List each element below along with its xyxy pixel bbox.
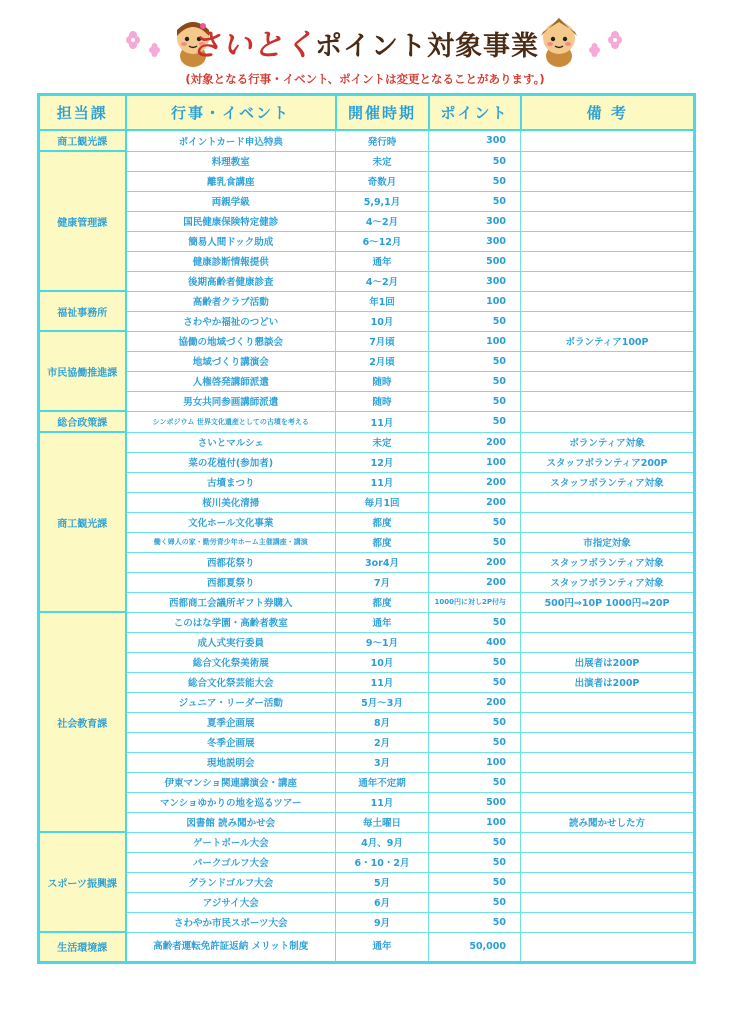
note-cell [521, 271, 695, 291]
period-cell: 11月 [336, 792, 429, 812]
points-cell: 300 [429, 130, 521, 151]
period-cell: 3or4月 [336, 552, 429, 572]
points-cell: 300 [429, 271, 521, 291]
points-cell: 400 [429, 632, 521, 652]
points-cell: 50 [429, 772, 521, 792]
table-row [39, 572, 695, 592]
column-header-period: 開催時期 [336, 95, 429, 131]
note-cell [521, 692, 695, 712]
note-cell [521, 852, 695, 872]
event-cell: アジサイ大会 [126, 892, 336, 912]
points-cell: 50 [429, 832, 521, 852]
period-cell: 12月 [336, 452, 429, 472]
department-cell: 総合政策課 [39, 411, 126, 432]
event-cell: 現地説明会 [126, 752, 336, 772]
department-cell: 健康管理課 [39, 151, 126, 291]
column-header-event: 行事・イベント [126, 95, 336, 131]
note-cell: 市指定対象 [521, 532, 695, 552]
table-row [39, 612, 695, 632]
period-cell: 11月 [336, 672, 429, 692]
note-cell [521, 792, 695, 812]
event-cell: 古墳まつり [126, 472, 336, 492]
period-cell: 4月、9月 [336, 832, 429, 852]
event-cell: 高齢者運転免許証返納 メリット制度 [126, 932, 336, 962]
table-row [39, 351, 695, 371]
points-table-container [37, 93, 693, 964]
table-row [39, 391, 695, 411]
table-row [39, 832, 695, 852]
table-row [39, 732, 695, 752]
event-cell: グランドゴルフ大会 [126, 872, 336, 892]
note-cell [521, 211, 695, 231]
table-row [39, 231, 695, 251]
event-cell: 高齢者クラブ活動 [126, 291, 336, 311]
page-header [0, 0, 730, 92]
points-cell: 50 [429, 311, 521, 331]
event-cell: さわやか福祉のつどい [126, 311, 336, 331]
points-cell: 200 [429, 472, 521, 492]
note-cell: 出展者は200P [521, 652, 695, 672]
department-cell: 社会教育課 [39, 612, 126, 832]
event-cell: 伊東マンショ関連講演会・講座 [126, 772, 336, 792]
note-cell [521, 632, 695, 652]
note-cell [521, 872, 695, 892]
points-cell: 200 [429, 492, 521, 512]
points-cell: 50 [429, 892, 521, 912]
event-cell: シンポジウム 世界文化遺産としての古墳を考える [126, 411, 336, 432]
note-cell: スタッフボランティア対象 [521, 552, 695, 572]
period-cell: 5月 [336, 872, 429, 892]
note-cell [521, 351, 695, 371]
period-cell: 7月 [336, 572, 429, 592]
period-cell: 随時 [336, 371, 429, 391]
page-subtitle: (対象となる行事・イベント、ポイントは変更となることがあります。) [185, 72, 545, 86]
note-cell: スタッフボランティア対象 [521, 572, 695, 592]
table-row [39, 812, 695, 832]
table-row [39, 532, 695, 552]
note-cell [521, 130, 695, 151]
table-row [39, 191, 695, 211]
note-cell [521, 932, 695, 962]
note-cell [521, 231, 695, 251]
table-row [39, 892, 695, 912]
event-cell: 総合文化祭美術展 [126, 652, 336, 672]
table-row [39, 291, 695, 311]
event-cell: 働く婦人の家・勤労青少年ホーム主催講座・講演 [126, 532, 336, 552]
points-cell: 100 [429, 812, 521, 832]
period-cell: 11月 [336, 411, 429, 432]
table-row [39, 792, 695, 812]
table-row [39, 130, 695, 151]
table-row [39, 712, 695, 732]
note-cell [521, 772, 695, 792]
period-cell: 9～1月 [336, 632, 429, 652]
event-cell: 成人式実行委員 [126, 632, 336, 652]
note-cell [521, 732, 695, 752]
period-cell: 4～2月 [336, 271, 429, 291]
period-cell: 6～12月 [336, 231, 429, 251]
period-cell: 都度 [336, 592, 429, 612]
note-cell [521, 251, 695, 271]
table-row [39, 251, 695, 271]
event-cell: 桜川美化清掃 [126, 492, 336, 512]
note-cell [521, 492, 695, 512]
table-row [39, 592, 695, 612]
note-cell [521, 171, 695, 191]
note-cell [521, 912, 695, 932]
points-cell: 50 [429, 411, 521, 432]
points-cell: 200 [429, 692, 521, 712]
table-row [39, 211, 695, 231]
note-cell [521, 892, 695, 912]
points-cell: 200 [429, 432, 521, 452]
points-cell: 50 [429, 712, 521, 732]
points-cell: 500 [429, 792, 521, 812]
department-cell: 商工観光課 [39, 130, 126, 151]
table-row [39, 432, 695, 452]
points-cell: 200 [429, 572, 521, 592]
note-cell: 読み聞かせした方 [521, 812, 695, 832]
event-cell: ジュニア・リーダー活動 [126, 692, 336, 712]
period-cell: 随時 [336, 391, 429, 411]
period-cell: 4～2月 [336, 211, 429, 231]
event-cell: 総合文化祭芸能大会 [126, 672, 336, 692]
note-cell [521, 612, 695, 632]
points-cell: 50 [429, 612, 521, 632]
note-cell [521, 832, 695, 852]
table-row [39, 452, 695, 472]
column-header-department: 担当課 [39, 95, 126, 131]
period-cell: 8月 [336, 712, 429, 732]
table-row [39, 492, 695, 512]
points-cell: 300 [429, 211, 521, 231]
table-row [39, 512, 695, 532]
event-cell: 両親学級 [126, 191, 336, 211]
points-cell: 500 [429, 251, 521, 271]
title-brand: さいとく [191, 28, 315, 63]
points-cell: 100 [429, 752, 521, 772]
note-cell: 出演者は200P [521, 672, 695, 692]
period-cell: 奇数月 [336, 171, 429, 191]
note-cell: ボランティア対象 [521, 432, 695, 452]
table-row [39, 632, 695, 652]
event-cell: パークゴルフ大会 [126, 852, 336, 872]
event-cell: 西都夏祭り [126, 572, 336, 592]
period-cell: 毎月1回 [336, 492, 429, 512]
table-row [39, 411, 695, 432]
table-row [39, 672, 695, 692]
department-cell: スポーツ振興課 [39, 832, 126, 932]
points-cell: 50 [429, 652, 521, 672]
event-cell: 地域づくり講演会 [126, 351, 336, 371]
note-cell: ボランティア100P [521, 331, 695, 351]
table-row [39, 652, 695, 672]
event-cell: さわやか市民スポーツ大会 [126, 912, 336, 932]
event-cell: ゲートボール大会 [126, 832, 336, 852]
event-cell: 菜の花植付(参加者) [126, 452, 336, 472]
event-cell: 国民健康保険特定健診 [126, 211, 336, 231]
table-row [39, 271, 695, 291]
note-cell: 500円⇒10P 1000円⇒20P [521, 592, 695, 612]
points-cell: 50 [429, 391, 521, 411]
column-header-points: ポイント [429, 95, 521, 131]
points-cell: 100 [429, 291, 521, 311]
note-cell [521, 391, 695, 411]
event-cell: 西都商工会議所ギフト券購入 [126, 592, 336, 612]
points-cell: 100 [429, 452, 521, 472]
table-row [39, 852, 695, 872]
table-row [39, 932, 695, 962]
points-cell: 50 [429, 171, 521, 191]
period-cell: 毎土曜日 [336, 812, 429, 832]
table-row [39, 912, 695, 932]
note-cell [521, 752, 695, 772]
table-row [39, 371, 695, 391]
event-cell: 簡易人間ドック助成 [126, 231, 336, 251]
points-cell: 50 [429, 672, 521, 692]
period-cell: 発行時 [336, 130, 429, 151]
event-cell: 文化ホール文化事業 [126, 512, 336, 532]
period-cell: 通年不定期 [336, 772, 429, 792]
note-cell [521, 291, 695, 311]
period-cell: 7月頃 [336, 331, 429, 351]
note-cell [521, 512, 695, 532]
period-cell: 通年 [336, 932, 429, 962]
period-cell: 11月 [336, 472, 429, 492]
note-cell: スタッフボランティア対象 [521, 472, 695, 492]
event-cell: 冬季企画展 [126, 732, 336, 752]
column-header-notes: 備 考 [521, 95, 695, 131]
event-cell: 図書館 読み聞かせ会 [126, 812, 336, 832]
note-cell [521, 712, 695, 732]
table-header-row [39, 95, 695, 131]
note-cell [521, 411, 695, 432]
points-cell: 100 [429, 331, 521, 351]
table-row [39, 872, 695, 892]
note-cell [521, 151, 695, 171]
note-cell [521, 191, 695, 211]
event-cell: マンショゆかりの地を巡るツアー [126, 792, 336, 812]
flower-decoration-icon [582, 30, 628, 58]
period-cell: 10月 [336, 652, 429, 672]
event-cell: 協働の地域づくり懇談会 [126, 331, 336, 351]
points-table [37, 93, 696, 964]
department-cell: 生活環境課 [39, 932, 126, 962]
period-cell: 未定 [336, 432, 429, 452]
table-row [39, 552, 695, 572]
points-cell: 50 [429, 191, 521, 211]
table-row [39, 151, 695, 171]
table-row [39, 171, 695, 191]
points-cell: 50 [429, 872, 521, 892]
event-cell: 西都花祭り [126, 552, 336, 572]
event-cell: 人権啓発講師派遣 [126, 371, 336, 391]
department-cell: 福祉事務所 [39, 291, 126, 331]
points-cell: 50 [429, 532, 521, 552]
period-cell: 3月 [336, 752, 429, 772]
points-cell: 50 [429, 912, 521, 932]
table-row [39, 772, 695, 792]
table-row [39, 472, 695, 492]
period-cell: 6月 [336, 892, 429, 912]
points-cell: 50 [429, 852, 521, 872]
points-cell: 1000円に対し2P付与 [429, 592, 521, 612]
points-cell: 50 [429, 351, 521, 371]
note-cell [521, 371, 695, 391]
department-cell: 商工観光課 [39, 432, 126, 612]
period-cell: 2月 [336, 732, 429, 752]
period-cell: 未定 [336, 151, 429, 171]
period-cell: 5月～3月 [336, 692, 429, 712]
points-cell: 50,000 [429, 932, 521, 962]
table-body [39, 130, 695, 962]
points-cell: 50 [429, 512, 521, 532]
title-text: ポイント対象事業 [315, 31, 539, 62]
table-row [39, 311, 695, 331]
period-cell: 9月 [336, 912, 429, 932]
event-cell: 後期高齢者健康診査 [126, 271, 336, 291]
table-row [39, 752, 695, 772]
period-cell: 5,9,1月 [336, 191, 429, 211]
period-cell: 年1回 [336, 291, 429, 311]
period-cell: 10月 [336, 311, 429, 331]
event-cell: このはな学園・高齢者教室 [126, 612, 336, 632]
event-cell: 料理教室 [126, 151, 336, 171]
period-cell: 2月頃 [336, 351, 429, 371]
period-cell: 通年 [336, 251, 429, 271]
event-cell: 夏季企画展 [126, 712, 336, 732]
event-cell: ポイントカード申込特典 [126, 130, 336, 151]
event-cell: 離乳食講座 [126, 171, 336, 191]
mascot-character-icon [536, 16, 582, 68]
period-cell: 6・10・2月 [336, 852, 429, 872]
points-cell: 50 [429, 371, 521, 391]
points-cell: 200 [429, 552, 521, 572]
period-cell: 都度 [336, 512, 429, 532]
points-cell: 50 [429, 151, 521, 171]
event-cell: 男女共同参画講師派遣 [126, 391, 336, 411]
event-cell: さいとマルシェ [126, 432, 336, 452]
note-cell [521, 311, 695, 331]
table-row [39, 331, 695, 351]
points-cell: 300 [429, 231, 521, 251]
department-cell: 市民協働推進課 [39, 331, 126, 411]
note-cell: スタッフボランティア200P [521, 452, 695, 472]
event-cell: 健康診断情報提供 [126, 251, 336, 271]
period-cell: 通年 [336, 612, 429, 632]
points-cell: 50 [429, 732, 521, 752]
table-row [39, 692, 695, 712]
period-cell: 都度 [336, 532, 429, 552]
